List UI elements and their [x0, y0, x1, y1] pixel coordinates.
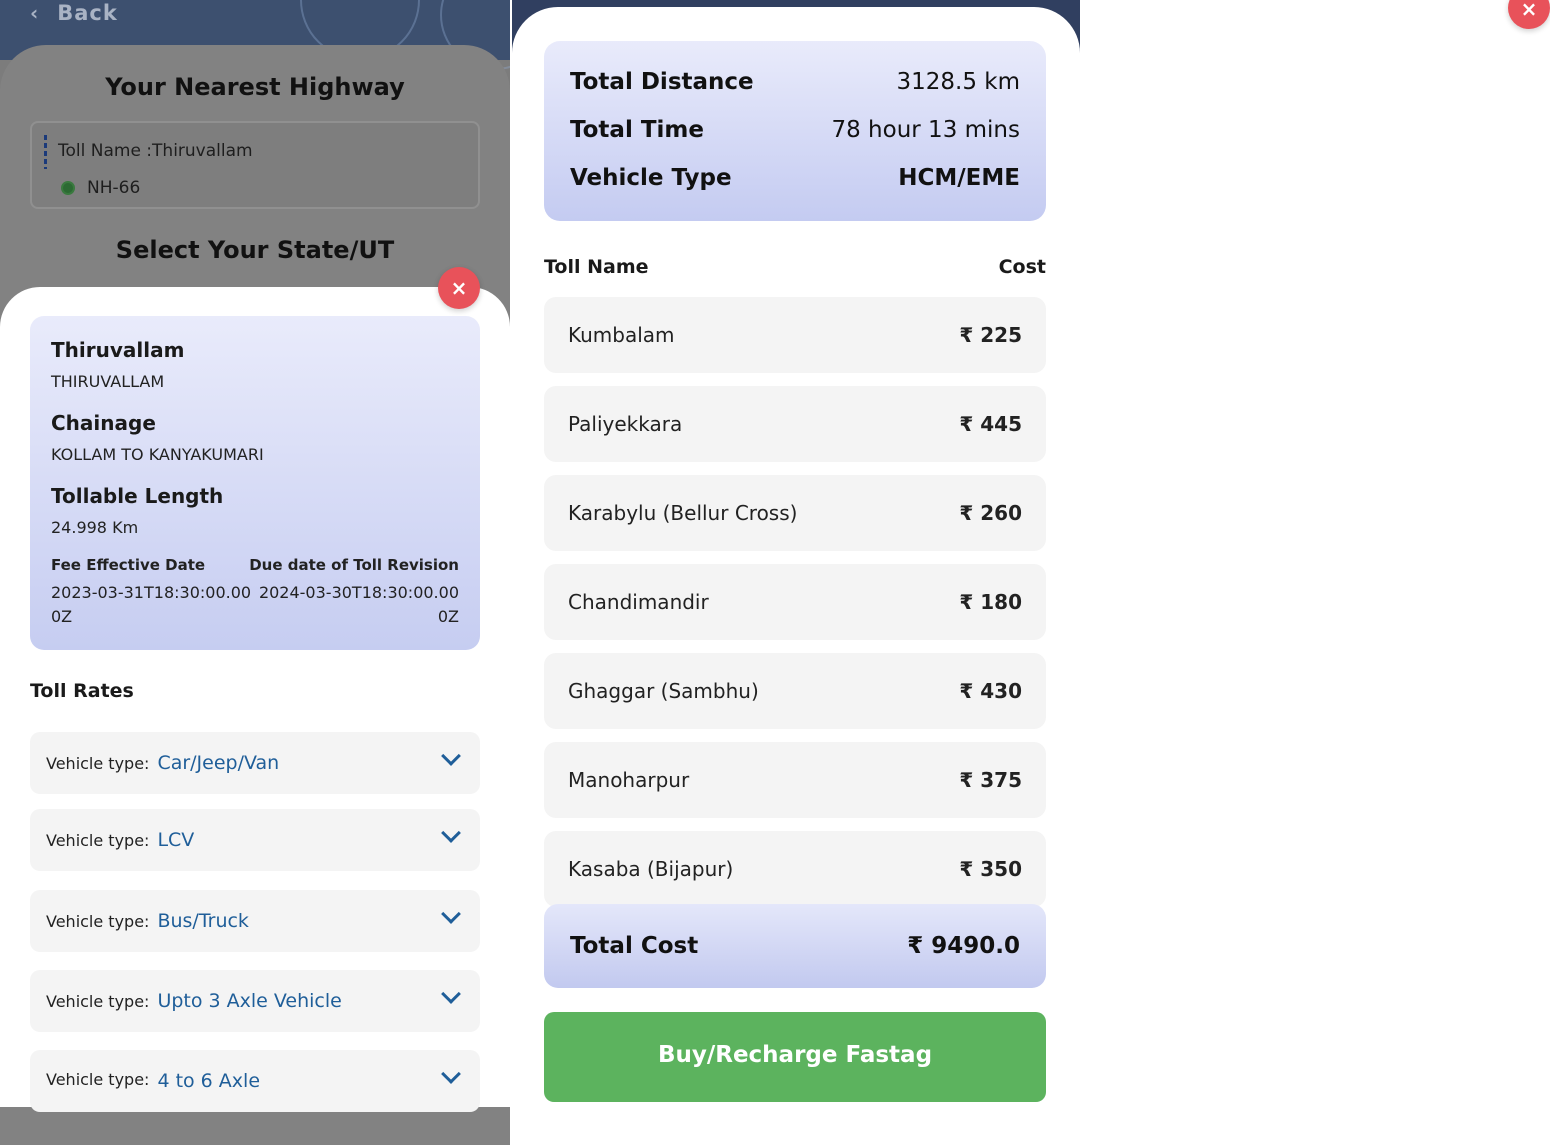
fee-effective-date-value: 2023-03-31T18:30:00.000Z — [51, 583, 252, 626]
total-cost-value: ₹ 9490.0 — [907, 933, 1020, 959]
list-item — [544, 564, 1046, 640]
chevron-down-icon — [441, 904, 461, 924]
highway-number: NH-66 — [87, 178, 141, 198]
vehicle-type-value: Bus/Truck — [157, 910, 249, 932]
chainage-value: KOLLAM TO KANYAKUMARI — [51, 445, 264, 464]
vehicle-type-value: Car/Jeep/Van — [157, 752, 280, 774]
vehicle-type-label: Vehicle Type — [570, 165, 732, 191]
toll-cost: ₹ 445 — [959, 412, 1022, 436]
nearest-toll-card[interactable] — [30, 121, 480, 209]
list-item — [544, 831, 1046, 907]
due-date-value: 2024-03-30T18:30:00.000Z — [258, 583, 459, 626]
vehicle-type-row[interactable] — [30, 890, 480, 952]
fee-effective-date-label: Fee Effective Date — [51, 556, 206, 574]
toll-list-header — [544, 256, 1046, 278]
toll-cost: ₹ 350 — [959, 857, 1022, 881]
list-item — [544, 475, 1046, 551]
total-cost-label: Total Cost — [570, 933, 699, 959]
chevron-down-icon — [441, 1064, 461, 1084]
due-date-label: Due date of Toll Revision — [249, 556, 459, 574]
vehicle-type-label: Vehicle type: — [46, 991, 150, 1011]
tollable-length-label: Tollable Length — [51, 484, 224, 508]
vehicle-type-value: 4 to 6 Axle — [157, 1070, 261, 1092]
buy-recharge-fastag-button[interactable] — [544, 1012, 1046, 1102]
toll-title: Thiruvallam — [51, 338, 185, 362]
vehicle-type-label: Vehicle type: — [46, 753, 150, 773]
route-summary-screen — [512, 0, 1538, 1080]
back-label: Back — [57, 1, 118, 25]
chevron-left-icon: ‹ — [30, 1, 40, 25]
select-state-title: Select Your State/UT — [115, 236, 395, 264]
buy-button-label: Buy/Recharge Fastag — [657, 1042, 933, 1068]
close-button[interactable] — [438, 267, 480, 309]
total-time-label: Total Time — [570, 117, 704, 143]
toll-name: Kasaba (Bijapur) — [568, 857, 734, 881]
vehicle-type-row[interactable] — [30, 970, 480, 1032]
toll-name-line: Toll Name :Thiruvallam — [58, 141, 253, 161]
toll-plaza-screen — [0, 0, 510, 1092]
chevron-down-icon — [441, 746, 461, 766]
vehicle-type-value: LCV — [157, 829, 195, 851]
route-line-icon — [44, 135, 47, 169]
vehicle-type-value: HCM/EME — [898, 165, 1020, 191]
toll-name: Kumbalam — [568, 323, 675, 347]
total-time-row — [570, 117, 1020, 143]
toll-name: Ghaggar (Sambhu) — [568, 679, 759, 703]
vehicle-type-row[interactable] — [30, 809, 480, 871]
close-icon: × — [450, 276, 468, 300]
total-distance-label: Total Distance — [570, 69, 754, 95]
toll-subtitle: THIRUVALLAM — [51, 372, 165, 391]
toll-list[interactable] — [544, 297, 1046, 893]
toll-name: Manoharpur — [568, 768, 690, 792]
toll-cost: ₹ 225 — [959, 323, 1022, 347]
vehicle-type-label: Vehicle type: — [46, 1070, 150, 1089]
chainage-label: Chainage — [51, 411, 156, 435]
back-button[interactable] — [30, 0, 118, 26]
total-time-value: 78 hour 13 mins — [831, 117, 1020, 143]
cost-column-header: Cost — [998, 256, 1046, 278]
total-distance-value: 3128.5 km — [896, 69, 1020, 95]
toll-cost: ₹ 180 — [959, 590, 1022, 614]
toll-name: Paliyekkara — [568, 412, 683, 436]
close-button[interactable] — [1508, 0, 1550, 29]
route-summary-card — [544, 41, 1046, 221]
location-dot-icon — [61, 181, 75, 195]
list-item — [544, 297, 1046, 373]
tollable-length-value: 24.998 Km — [51, 518, 139, 537]
vehicle-type-row[interactable] — [30, 732, 480, 794]
list-item — [544, 742, 1046, 818]
vehicle-type-summary-row — [570, 165, 1020, 191]
vehicle-type-value: Upto 3 Axle Vehicle — [157, 990, 342, 1012]
total-cost-card — [544, 904, 1046, 988]
vehicle-type-label: Vehicle type: — [46, 830, 150, 850]
toll-info-card — [30, 316, 480, 650]
toll-rates-title: Toll Rates — [30, 680, 134, 702]
toll-name: Chandimandir — [568, 590, 709, 614]
toll-name: Karabylu (Bellur Cross) — [568, 501, 798, 525]
list-item — [544, 653, 1046, 729]
toll-name-column-header: Toll Name — [544, 256, 649, 278]
vehicle-type-label: Vehicle type: — [46, 911, 150, 931]
chevron-down-icon — [441, 984, 461, 1004]
chevron-down-icon — [441, 823, 461, 843]
vehicle-type-row[interactable] — [30, 1050, 480, 1112]
nearest-highway-title: Your Nearest Highway — [105, 73, 405, 101]
close-icon: × — [1520, 0, 1538, 21]
toll-cost: ₹ 375 — [959, 768, 1022, 792]
list-item — [544, 386, 1046, 462]
toll-cost: ₹ 430 — [959, 679, 1022, 703]
total-distance-row — [570, 69, 1020, 95]
toll-cost: ₹ 260 — [959, 501, 1022, 525]
